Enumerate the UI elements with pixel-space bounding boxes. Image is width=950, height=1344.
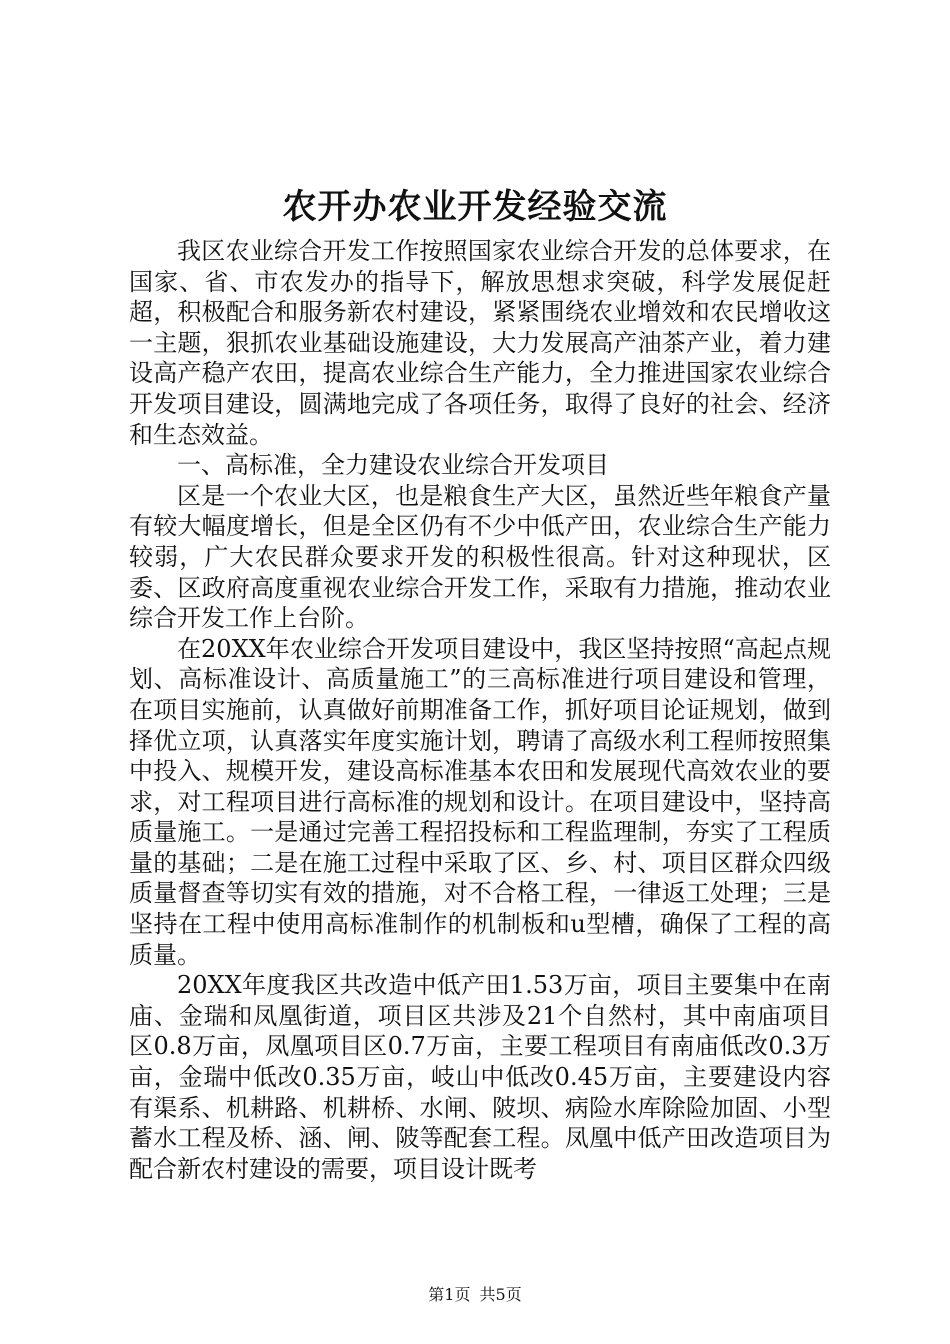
page-title: 农开办农业开发经验交流 bbox=[282, 187, 668, 227]
page-total: 共5页 bbox=[479, 1285, 522, 1304]
paragraph-background: 区是一个农业大区，也是粮食生产大区，虽然近些年粮食产量有较大幅度增长，但是全区仍有不少中低产田，农业综合生产能力较弱，广大农民群众要求开发的积极性很高。针对这种现状，区委、区政府高度重视农业综合开发工作，采取有力措施，推动农业综合开发工作上台阶。 bbox=[129, 481, 831, 633]
paragraph-intro: 我区农业综合开发工作按照国家农业综合开发的总体要求，在国家、省、市农发办的指导下，解放思想求突破，科学发展促赶超，积极配合和服务新农村建设，紧紧围绕农业增效和农民增收这一主题，狠抓农业基础设施建设，大力发展高产油茶产业，着力建设高产稳产农田，提高农业综合生产能力，全力推进国家农业综合开发项目建设，圆满地完成了各项任务，取得了良好的社会、经济和生态效益。 bbox=[129, 237, 831, 449]
section-heading: 一、高标准，全力建设农业综合开发项目 bbox=[177, 451, 609, 480]
document-body bbox=[129, 236, 831, 1184]
page-number: 第1页 bbox=[428, 1285, 471, 1304]
paragraph-standards: 在20XX年农业综合开发项目建设中，我区坚持按照“高起点规划、高标准设计、高质量施工”的三高标准进行项目建设和管理，在项目实施前，认真做好前期准备工作，抓好项目论证规划，做到择优立项，认真落实年度实施计划，聘请了高级水利工程师按照集中投入、规模开发，建设高标准基本农田和发展现代高效农业的要求，对工程项目进行高标准的规划和设计。在项目建设中，坚持高质量施工。一是通过完善工程招投标和工程监理制，夯实了工程质量的基础；二是在施工过程中采取了区、乡、村、项目区群众四级质量督查等切实有效的措施，对不合格工程，一律返工处理；三是坚持在工程中使用高标准制作的机制板和u型槽，确保了工程的高质量。 bbox=[129, 634, 831, 969]
paragraph-projects: 20XX年度我区共改造中低产田1.53万亩，项目主要集中在南庙、金瑞和凤凰街道，项目区共涉及21个自然村，其中南庙项目区0.8万亩，凤凰项目区0.7万亩，主要工程项目有南庙低改0.3万亩，金瑞中低改0.35万亩，岐山中低改0.45万亩，主要建设内容有渠系、机耕路、机耕桥、水闸、陂坝、病险水库除险加固、小型蓄水工程及桥、涵、闸、陂等配套工程。凤凰中低产田改造项目为配合新农村建设的需要，项目设计既考 bbox=[129, 971, 831, 1183]
page-footer bbox=[0, 1284, 950, 1306]
